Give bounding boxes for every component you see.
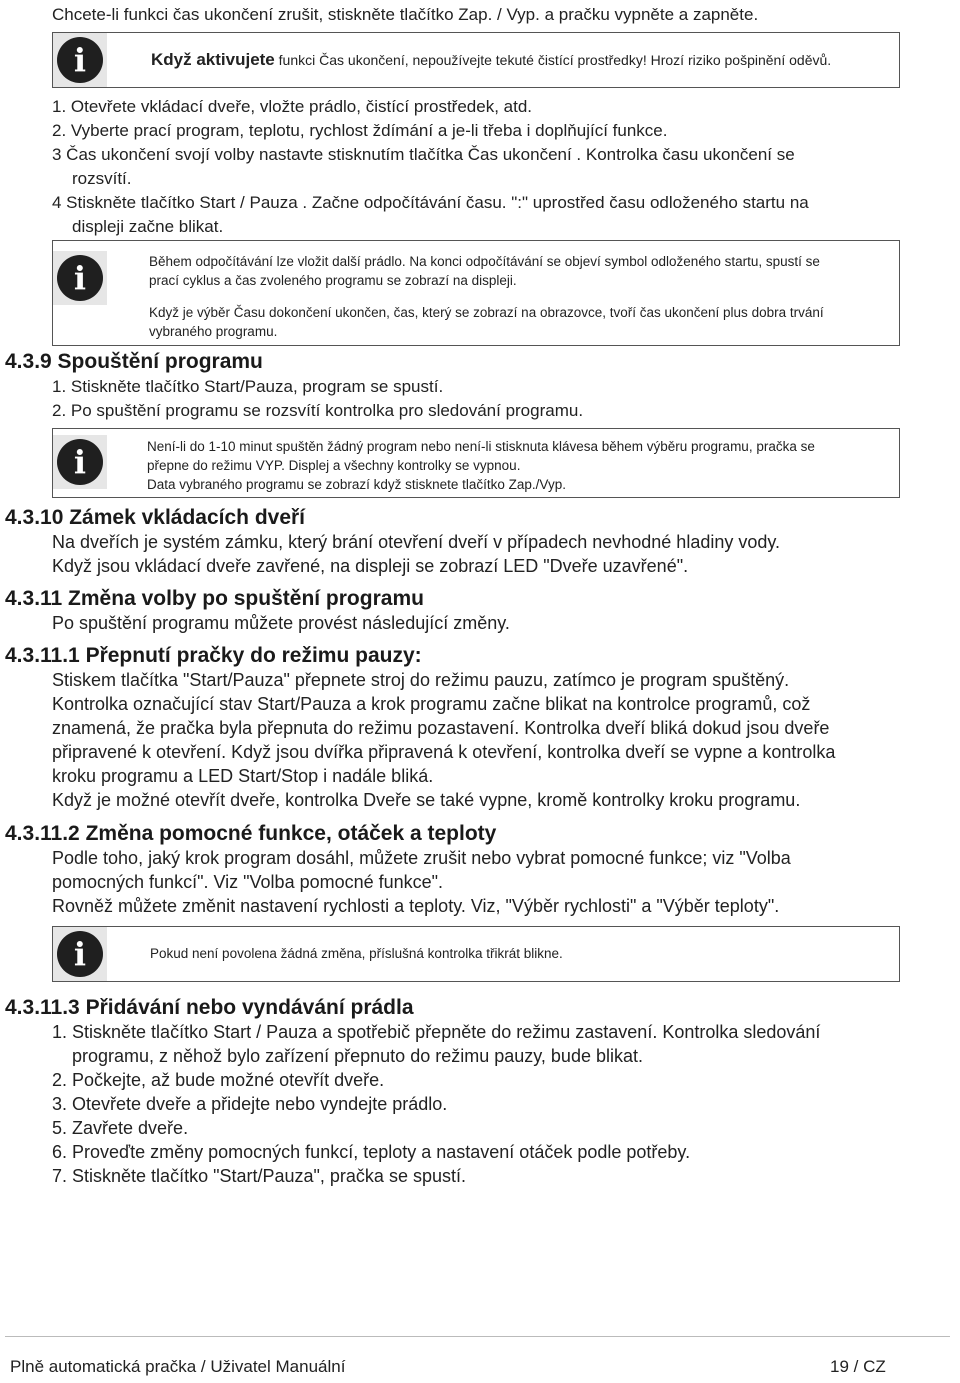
note-text: Pokud není povolena žádná změna, příslušná kontrolka třikrát blikne. — [150, 946, 563, 961]
body-line: Po spuštění programu můžete provést následující změny. — [52, 613, 510, 633]
footer-divider — [5, 1336, 950, 1337]
note-text: prací cyklus a čas zvoleného programu se zobrazí na displeji. — [149, 273, 517, 288]
body-line: 2. Počkejte, až bude možné otevřít dveře. — [52, 1070, 385, 1090]
info-icon: i — [53, 435, 107, 489]
note-text: Během odpočítávání lze vložit další prádlo. Na konci odpočítávání se objeví symbol odloženého startu, spustí se — [149, 254, 820, 269]
info-note-box — [52, 32, 900, 88]
info-icon: i — [53, 251, 107, 305]
info-note-box — [52, 240, 900, 346]
note-text: přepne do režimu VYP. Displej a všechny kontrolky se vypnou. — [147, 458, 521, 473]
step-line: 3 Čas ukončení svojí volby nastavte stisknutím tlačítka Čas ukončení . Kontrolka času ukončení se — [52, 145, 795, 164]
info-icon: i — [53, 33, 107, 87]
step-line: 1. Otevřete vkládací dveře, vložte prádlo, čistící prostředek, atd. — [52, 97, 533, 116]
section-heading: 4.3.10 Zámek vkládacích dveří — [5, 506, 306, 529]
note-text: Není-li do 1-10 minut spuštěn žádný program nebo není-li stisknuta klávesa během výběru programu, pračka se — [147, 439, 815, 454]
note-text: Data vybraného programu se zobrazí když stisknete tlačítko Zap./Vyp. — [147, 477, 566, 492]
note-text: Když je výběr Času dokončení ukončen, čas, který se zobrazí na obrazovce, tvoří čas ukončení plus dobra trvání — [149, 305, 824, 320]
step-line: 2. Vyberte prací program, teplotu, rychlost ždímání a je-li třeba i doplňující funkce. — [52, 121, 668, 140]
body-line: Stiskem tlačítka "Start/Pauza" přepnete stroj do režimu pauzu, zatímco je program spuštěný. — [52, 670, 790, 690]
section-heading: 4.3.11.1 Přepnutí pračky do režimu pauzy: — [5, 644, 422, 667]
body-line: 1. Stiskněte tlačítko Start / Pauza a spotřebič přepněte do režimu zastavení. Kontrolka sledování — [52, 1022, 821, 1042]
body-line: 6. Proveďte změny pomocných funkcí, teploty a nastavení otáček podle potřeby. — [52, 1142, 691, 1162]
body-line: kroku programu a LED Start/Stop i nadále bliká. — [52, 766, 434, 786]
step-line: 4 Stiskněte tlačítko Start / Pauza . Začne odpočítávání času. ":" uprostřed času odloženého startu na — [52, 193, 809, 212]
body-line: 1. Stiskněte tlačítko Start/Pauza, program se spustí. — [52, 377, 444, 396]
body-line: Když jsou vkládací dveře zavřené, na displeji se zobrazí LED "Dveře uzavřené". — [52, 556, 689, 576]
body-line: Rovněž můžete změnit nastavení rychlosti a teploty. Viz, "Výběr rychlosti" a "Výběr teploty". — [52, 896, 780, 916]
body-line: programu, z něhož bylo zařízení přepnuto do režimu pauzy, bude blikat. — [72, 1046, 643, 1066]
body-line: pomocných funkcí". Viz "Volba pomocné funkce". — [52, 872, 444, 892]
body-line: 3. Otevřete dveře a přidejte nebo vyndejte prádlo. — [52, 1094, 448, 1114]
body-line: znamená, že pračka byla přepnuta do režimu pozastavení. Kontrolka dveří bliká dokud jsou dveře — [52, 718, 830, 738]
body-line: připravené k otevření. Když jsou dvířka připravená k otevření, kontrolka dveří se vypne a kontrolka — [52, 742, 836, 762]
note-text: vybraného programu. — [149, 324, 278, 339]
page-number: 19 / CZ — [830, 1357, 886, 1376]
note-text: Když aktivujete funkci Čas ukončení, nepoužívejte tekuté čistící prostředky! Hrozí riziko pošpinění oděvů. — [151, 50, 832, 69]
info-note-box — [52, 926, 900, 982]
section-heading: 4.3.11.3 Přidávání nebo vyndávání prádla — [5, 996, 414, 1019]
body-line: 7. Stiskněte tlačítko "Start/Pauza", pračka se spustí. — [52, 1166, 466, 1186]
body-line: Na dveřích je systém zámku, který brání otevření dveří v případech nevhodné hladiny vody. — [52, 532, 781, 552]
section-heading: 4.3.9 Spouštění programu — [5, 350, 263, 373]
body-line: 5. Zavřete dveře. — [52, 1118, 189, 1138]
intro-line: Chcete-li funkci čas ukončení zrušit, stiskněte tlačítko Zap. / Vyp. a pračku vypněte a zapněte. — [52, 5, 759, 24]
body-line: 2. Po spuštění programu se rozsvítí kontrolka pro sledování programu. — [52, 401, 584, 420]
section-heading: 4.3.11.2 Změna pomocné funkce, otáček a teploty — [5, 822, 497, 845]
step-line: rozsvítí. — [72, 169, 132, 188]
info-icon: i — [53, 927, 107, 981]
footer-title: Plně automatická pračka / Uživatel Manuální — [10, 1357, 346, 1376]
body-line: Kontrolka označující stav Start/Pauza a krok programu začne blikat na kontrolce programů, což — [52, 694, 811, 714]
info-note-box — [52, 428, 900, 498]
body-line: Podle toho, jaký krok program dosáhl, můžete zrušit nebo vybrat pomocné funkce; viz "Volba — [52, 848, 791, 868]
body-line: Když je možné otevřít dveře, kontrolka Dveře se také vypne, kromě kontrolky kroku programu. — [52, 790, 801, 810]
step-line: displeji začne blikat. — [72, 217, 224, 236]
section-heading: 4.3.11 Změna volby po spuštění programu — [5, 587, 424, 610]
